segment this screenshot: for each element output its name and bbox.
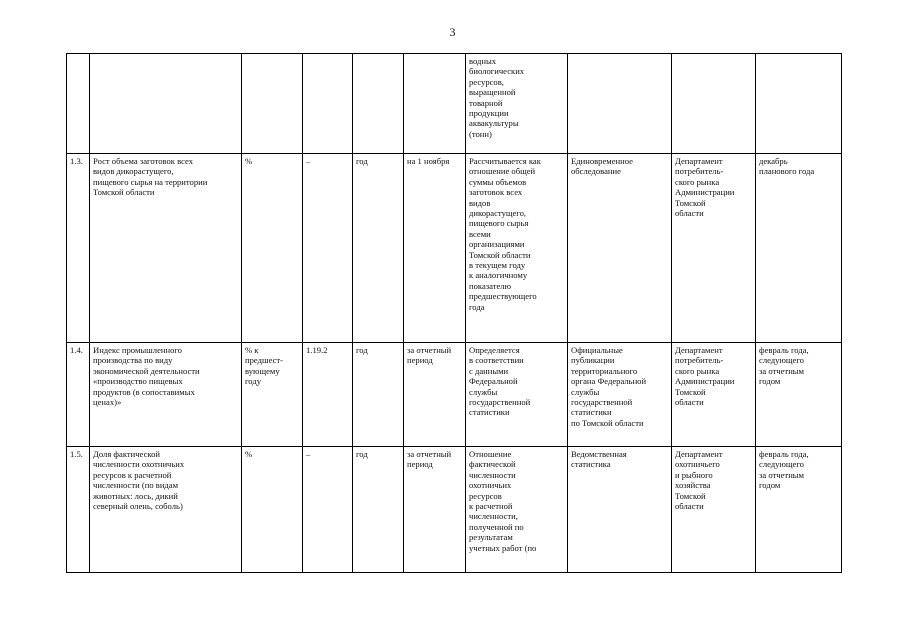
deadline-cell bbox=[756, 343, 842, 447]
table-row bbox=[67, 154, 842, 343]
unit-text: % bbox=[245, 156, 253, 166]
deadline-cell bbox=[756, 154, 842, 343]
table-row bbox=[67, 54, 842, 154]
responsible-cell bbox=[672, 154, 756, 343]
source-cell bbox=[568, 343, 672, 447]
row-number-cell bbox=[67, 447, 90, 573]
source-text: Официальные публикации территориального органа Федеральной службы государственной статистики по Томской области bbox=[571, 345, 647, 428]
periodicity-text: год bbox=[356, 345, 368, 355]
row-number-text: 1.5. bbox=[70, 449, 83, 459]
date-cell bbox=[404, 154, 466, 343]
indicator-name-cell bbox=[90, 154, 242, 343]
source-text: Ведомственная статистика bbox=[571, 449, 627, 470]
periodicity-text: год bbox=[356, 156, 368, 166]
indicator-name-text: Доля фактической численности охотничьих ресурсов к расчетной численности (по видам животных: лось, дикий северный олень, соболь) bbox=[93, 449, 185, 512]
source-cell bbox=[568, 54, 672, 154]
unit-cell bbox=[242, 54, 303, 154]
periodicity-cell bbox=[353, 154, 404, 343]
indicator-name-cell bbox=[90, 343, 242, 447]
deadline-cell bbox=[756, 447, 842, 573]
indicator-name-text: Рост объема заготовок всех видов дикорастущего, пищевого сырья на территории Томской области bbox=[93, 156, 208, 198]
source-cell bbox=[568, 154, 672, 343]
unit-cell bbox=[242, 447, 303, 573]
unit-cell bbox=[242, 154, 303, 343]
table-row bbox=[67, 343, 842, 447]
indicator-name-cell bbox=[90, 447, 242, 573]
indicators-table bbox=[66, 53, 842, 573]
unit-text: % bbox=[245, 449, 253, 459]
code-text: – bbox=[306, 156, 311, 166]
code-cell bbox=[303, 447, 353, 573]
method-cell bbox=[466, 54, 568, 154]
date-text: за отчетный период bbox=[407, 449, 452, 470]
method-cell bbox=[466, 447, 568, 573]
periodicity-cell bbox=[353, 54, 404, 154]
date-cell bbox=[404, 54, 466, 154]
code-cell bbox=[303, 343, 353, 447]
periodicity-cell bbox=[353, 343, 404, 447]
responsible-cell bbox=[672, 343, 756, 447]
responsible-text: Департамент потребитель- ского рынка Администрации Томской области bbox=[675, 345, 735, 408]
method-text: Определяется в соответствии с данными Федеральной службы государственной статистики bbox=[469, 345, 531, 418]
code-text: – bbox=[306, 449, 311, 459]
date-text: на 1 ноября bbox=[407, 156, 450, 166]
page-number: 3 bbox=[449, 25, 456, 39]
indicator-name-text: Индекс промышленного производства по виду экономической деятельности «производство пищевых продуктов (в сопоставимых ценах)» bbox=[93, 345, 200, 408]
deadline-cell bbox=[756, 54, 842, 154]
deadline-text: февраль года, следующего за отчетным годом bbox=[759, 449, 809, 491]
date-text: за отчетный период bbox=[407, 345, 452, 366]
row-number-cell bbox=[67, 343, 90, 447]
responsible-cell bbox=[672, 447, 756, 573]
deadline-text: февраль года, следующего за отчетным годом bbox=[759, 345, 809, 387]
method-cell bbox=[466, 343, 568, 447]
row-number-cell bbox=[67, 154, 90, 343]
date-cell bbox=[404, 343, 466, 447]
unit-text: % к предшест- вующему году bbox=[245, 345, 284, 387]
responsible-cell bbox=[672, 54, 756, 154]
table-row bbox=[67, 447, 842, 573]
code-cell bbox=[303, 54, 353, 154]
responsible-text: Департамент охотничьего и рыбного хозяйства Томской области bbox=[675, 449, 723, 512]
periodicity-text: год bbox=[356, 449, 368, 459]
indicator-name-cell bbox=[90, 54, 242, 154]
source-text: Единовременное обследование bbox=[571, 156, 633, 177]
row-number-text: 1.4. bbox=[70, 345, 83, 355]
unit-cell bbox=[242, 343, 303, 447]
periodicity-cell bbox=[353, 447, 404, 573]
method-text: водных биологических ресурсов, выращенной товарной продукции аквакультуры (тонн) bbox=[469, 56, 525, 139]
code-cell bbox=[303, 154, 353, 343]
date-cell bbox=[404, 447, 466, 573]
method-cell bbox=[466, 154, 568, 343]
row-number-cell bbox=[67, 54, 90, 154]
row-number-text: 1.3. bbox=[70, 156, 83, 166]
responsible-text: Департамент потребитель- ского рынка Администрации Томской области bbox=[675, 156, 735, 219]
deadline-text: декабрь планового года bbox=[759, 156, 815, 177]
method-text: Отношение фактической численности охотничьих ресурсов к расчетной численности, полученной по результатам учетных работ (по bbox=[469, 449, 537, 553]
method-text: Рассчитывается как отношение общей суммы объемов заготовок всех видов дикорастущего, пищевого сырья всеми организациями Томской области в текущем году к аналогичному показателю предшествующего года bbox=[469, 156, 541, 312]
code-text: 1.19.2 bbox=[306, 345, 328, 355]
source-cell bbox=[568, 447, 672, 573]
